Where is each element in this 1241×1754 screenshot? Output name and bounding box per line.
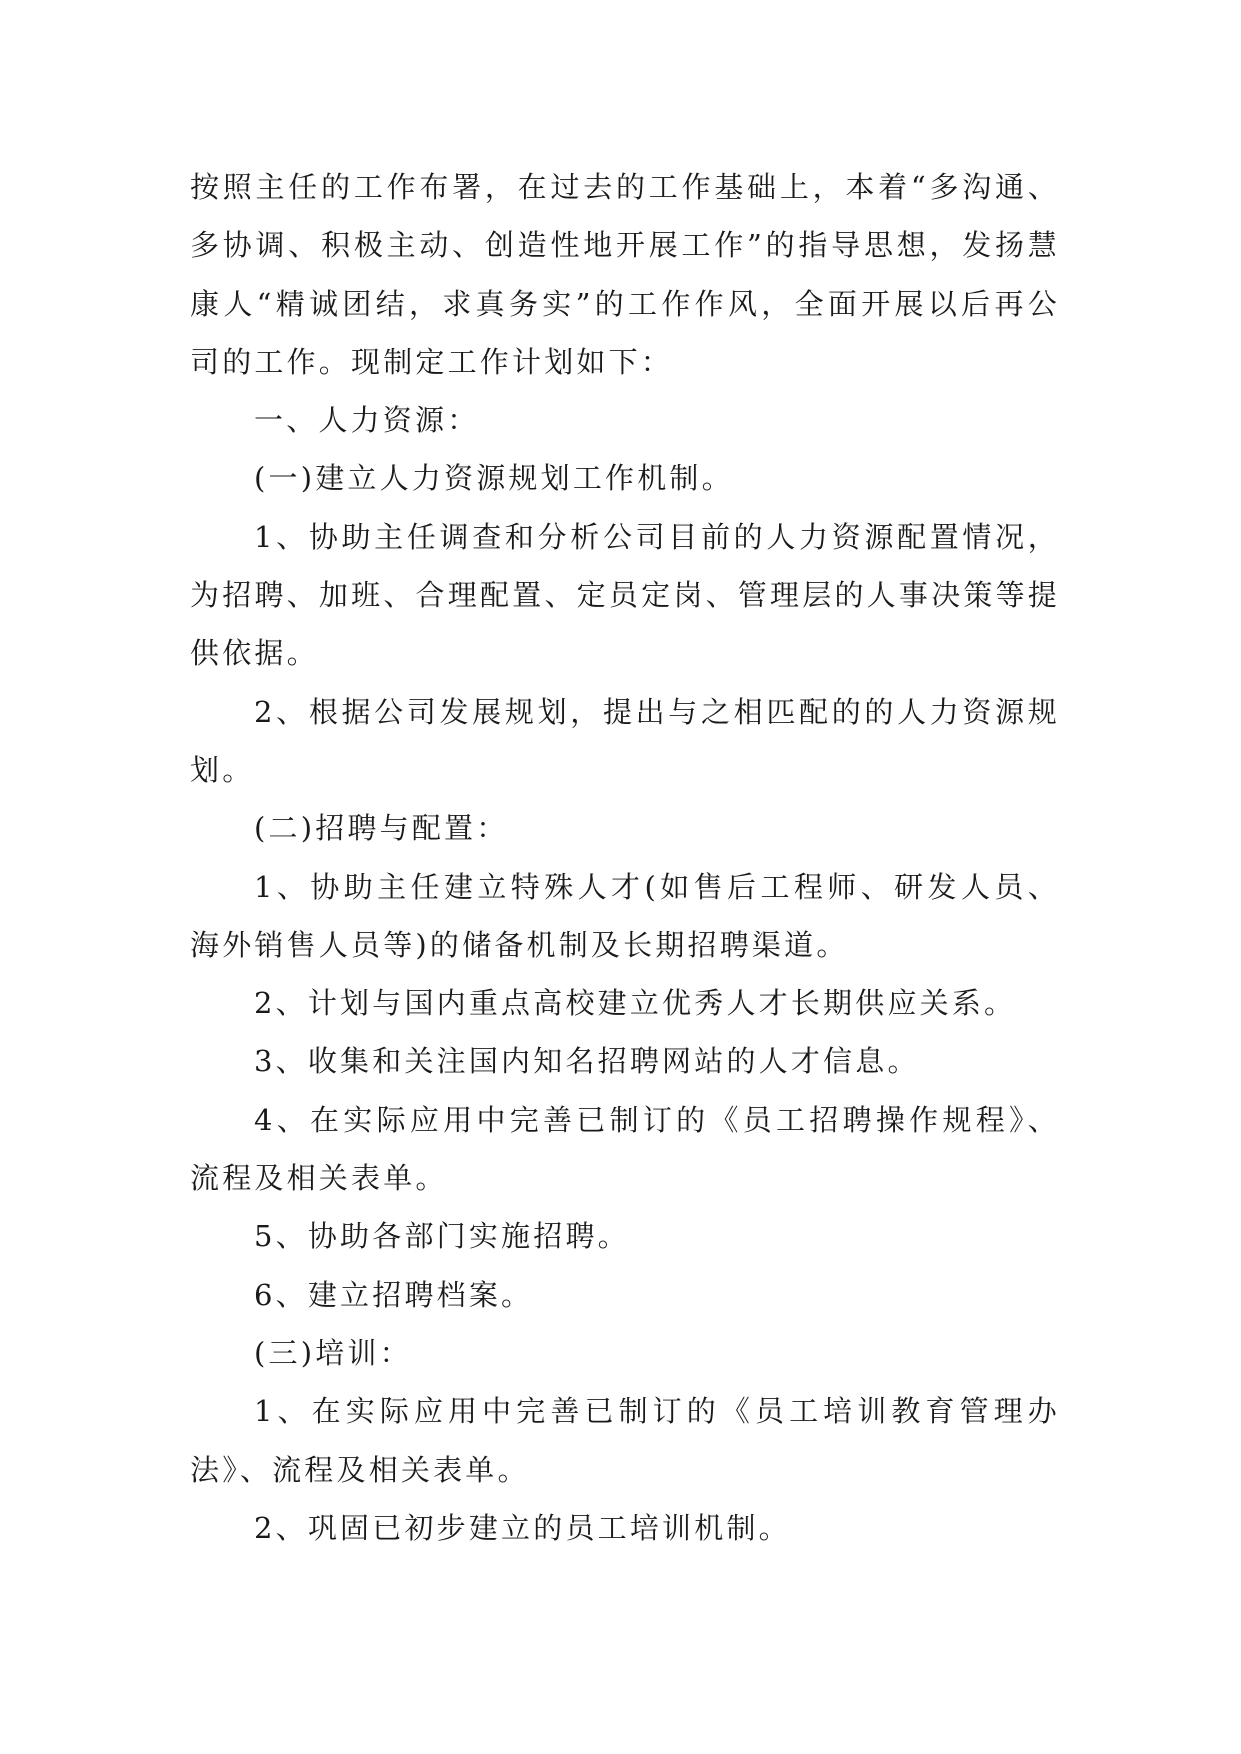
subsection-heading-planning: (一)建立人力资源规划工作机制。 [254, 461, 734, 496]
recruitment-item-3: 3、收集和关注国内知名招聘网站的人才信息。 [254, 1044, 920, 1079]
planning-item-2: 2、根据公司发展规划，提出与之相匹配的的人力资源规划。 [190, 694, 1060, 787]
recruitment-item-2: 2、计划与国内重点高校建立优秀人才长期供应关系。 [254, 986, 1017, 1021]
document-body [190, 158, 1060, 1557]
recruitment-item-1: 1、协助主任建立特殊人才(如售后工程师、研发人员、海外销售人员等)的储备机制及长期招聘渠道。 [190, 869, 1060, 962]
planning-item-1: 1、协助主任调查和分析公司目前的人力资源配置情况，为招聘、加班、合理配置、定员定岗、管理层的人事决策等提供依据。 [190, 519, 1060, 671]
training-item-1: 1、在实际应用中完善已制订的《员工培训教育管理办法》、流程及相关表单。 [190, 1394, 1060, 1487]
recruitment-item-4: 4、在实际应用中完善已制订的《员工招聘操作规程》、流程及相关表单。 [190, 1102, 1060, 1196]
training-item-2: 2、巩固已初步建立的员工培训机制。 [254, 1510, 791, 1545]
subsection-heading-training: (三)培训： [254, 1335, 412, 1370]
recruitment-item-5: 5、协助各部门实施招聘。 [254, 1219, 630, 1254]
subsection-heading-recruitment: (二)招聘与配置： [254, 811, 509, 846]
section-heading-human-resources: 一、人力资源： [254, 403, 480, 438]
recruitment-item-6: 6、建立招聘档案。 [254, 1277, 534, 1312]
intro-paragraph: 按照主任的工作布署，在过去的工作基础上，本着“多沟通、多协调、积极主动、创造性地开展工作”的指导思想，发扬慧康人“精诚团结，求真务实”的工作作风，全面开展以后再公司的工作。现制定工作计划如下： [190, 170, 1060, 379]
